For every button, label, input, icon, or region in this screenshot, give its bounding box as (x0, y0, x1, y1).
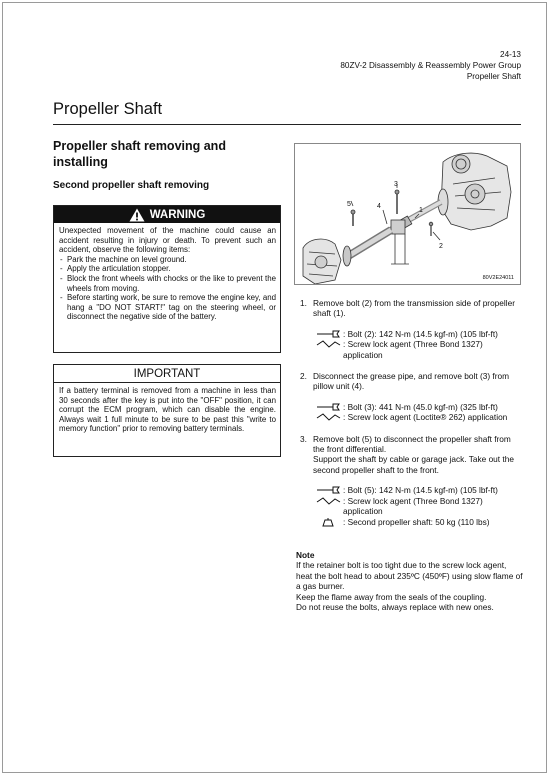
warning-triangle-icon (129, 208, 145, 222)
step-number: 1. (300, 298, 307, 308)
page-number: 24-13 (500, 50, 521, 59)
step-text: Disconnect the grease pipe, and remove bolt (3) from pillow unit (4). (313, 371, 509, 392)
screw-lock-spec: : Screw lock agent (Three Bond 1327) application (343, 339, 523, 360)
screw-lock-icon (315, 339, 341, 349)
important-heading: IMPORTANT (54, 365, 280, 383)
figure-code: 80V2E24011 (482, 275, 514, 281)
propeller-shaft-figure (294, 143, 521, 285)
weight-icon (315, 517, 341, 527)
title-divider (53, 124, 521, 125)
note-section (296, 550, 524, 612)
wrench-icon (315, 329, 341, 339)
callout-1: 1 (419, 207, 423, 214)
callout-2: 2 (439, 243, 443, 250)
note-line: If the retainer bolt is too tight due to the screw lock agent, heat the bolt head to about 235ºC (450ºF) using slow flame of a gas burner. (296, 560, 523, 592)
step-number: 2. (300, 371, 307, 382)
important-text: If a battery terminal is removed from a machine in less than 30 seconds after the key is put into the "OFF" position, it can corrupt the ECM program, which can disable the engine. Always wait 1 full minute to be sure to be past this "write to memory function" prior to removing battery terminals. (59, 386, 276, 434)
warning-intro: Unexpected movement of the machine could cause an accident resulting in injury or death. To prevent such an accident, observe the following items: (59, 226, 276, 255)
warning-item: - Park the machine on level ground. (59, 255, 276, 265)
warning-list (59, 255, 276, 322)
spec-block (313, 329, 523, 360)
screw-lock-spec: : Screw lock agent (Three Bond 1327) application (343, 496, 523, 517)
wrench-icon (315, 402, 341, 412)
screw-lock-spec: : Screw lock agent (Loctite® 262) application (343, 412, 523, 422)
warning-item: - Apply the articulation stopper. (59, 264, 276, 274)
torque-spec: : Bolt (2): 142 N-m (14.5 kgf-m) (105 lbf-ft) (343, 329, 523, 339)
propeller-shaft-drawing (295, 144, 521, 285)
step-2 (298, 371, 523, 423)
step-text: Remove bolt (5) to disconnect the propeller shaft from the front differential. (313, 433, 511, 455)
section-title: Propeller shaft removing and installing (53, 139, 226, 169)
subsection-title: Second propeller shaft removing (53, 180, 210, 191)
callout-3: 3 (394, 181, 398, 188)
wrench-icon (315, 485, 341, 495)
spec-block (313, 485, 523, 527)
warning-item: - Block the front wheels with chocks or the like to prevent the wheels from moving. (59, 274, 276, 293)
header-section: 80ZV-2 Disassembly & Reassembly Power Group (340, 61, 521, 70)
step-text: Remove bolt (2) from the transmission side of propeller shaft (1). (313, 298, 515, 319)
warning-box (53, 205, 281, 353)
torque-spec: : Bolt (5): 142 N-m (14.5 kgf-m) (105 lbf-ft) (343, 485, 523, 495)
spec-block (313, 402, 523, 423)
procedure-steps (298, 298, 523, 527)
step-number: 3. (300, 433, 307, 444)
note-line: Keep the flame away from the seals of the coupling. (296, 591, 487, 602)
warning-item: - Before starting work, be sure to remove the engine key, and hang a "DO NOT START!" tag on the steering wheel, or disconnect the negative side of the battery. (59, 293, 276, 322)
weight-spec: : Second propeller shaft: 50 kg (110 lbs) (343, 517, 523, 527)
warning-header (54, 206, 280, 223)
page-title: Propeller Shaft (53, 100, 163, 118)
header-subsection: Propeller Shaft (466, 72, 521, 81)
screw-lock-icon (315, 412, 341, 422)
step-1 (298, 298, 523, 360)
step-text-2: Support the shaft by cable or garage jack. Take out the second propeller shaft to the front. (313, 454, 514, 475)
step-3 (298, 434, 523, 527)
screw-lock-icon (315, 496, 341, 506)
warning-heading: WARNING (149, 208, 206, 221)
torque-spec: : Bolt (3): 441 N-m (45.0 kgf-m) (325 lbf-ft) (343, 402, 523, 412)
note-label: Note (296, 550, 315, 560)
warning-body (54, 223, 280, 322)
callout-4: 4 (377, 203, 381, 210)
important-box (53, 364, 281, 457)
callout-5: 5 (347, 201, 351, 208)
note-line: Do not reuse the bolts, always replace with new ones. (296, 602, 494, 613)
